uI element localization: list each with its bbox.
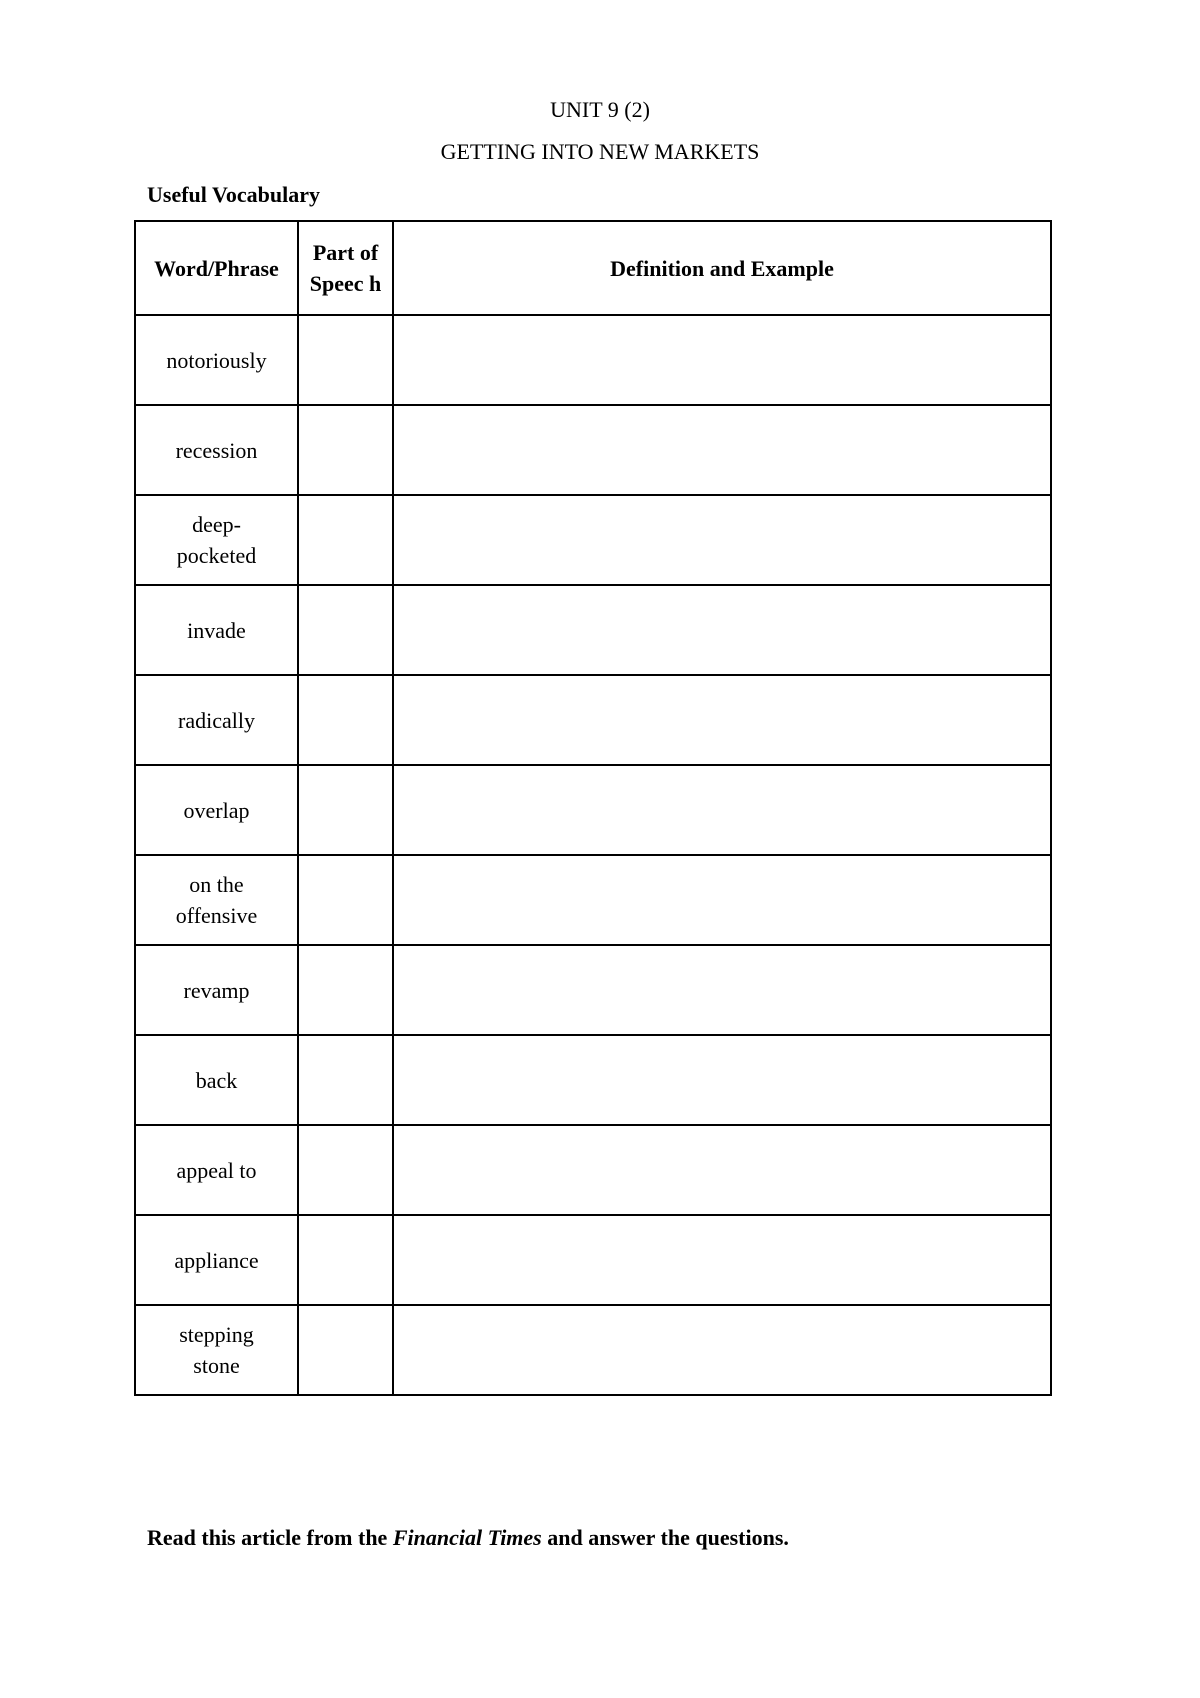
vocab-word-cell <box>135 675 298 765</box>
table-row <box>135 405 1051 495</box>
part-of-speech-cell[interactable] <box>298 855 393 945</box>
header-definition-example: Definition and Example <box>393 221 1051 315</box>
part-of-speech-cell[interactable] <box>298 405 393 495</box>
vocab-word-cell <box>135 495 298 585</box>
vocab-word: back <box>195 1067 238 1093</box>
vocab-word-cell <box>135 315 298 405</box>
table-row <box>135 1305 1051 1395</box>
vocab-word: appliance <box>174 1247 259 1273</box>
vocab-word-cell <box>135 765 298 855</box>
header-word-phrase: Word/Phrase <box>135 221 298 315</box>
vocab-word: appeal to <box>176 1157 257 1183</box>
vocab-word: radically <box>178 707 255 733</box>
vocab-word: stepping stone <box>179 1322 254 1378</box>
vocabulary-table <box>134 220 1052 1396</box>
table-row <box>135 855 1051 945</box>
table-row <box>135 1125 1051 1215</box>
vocab-word-cell <box>135 585 298 675</box>
vocab-word: notoriously <box>166 347 267 373</box>
header-part-of-speech <box>298 221 393 315</box>
definition-example-cell[interactable] <box>393 675 1051 765</box>
vocab-word-cell <box>135 945 298 1035</box>
table-row <box>135 315 1051 405</box>
header-part-of-speech-label: Part of Speec h <box>309 240 382 296</box>
definition-example-cell[interactable] <box>393 765 1051 855</box>
definition-example-cell[interactable] <box>393 1035 1051 1125</box>
table-row <box>135 765 1051 855</box>
table-row <box>135 675 1051 765</box>
part-of-speech-cell[interactable] <box>298 1035 393 1125</box>
definition-example-cell[interactable] <box>393 405 1051 495</box>
reading-instruction <box>147 1523 789 1553</box>
table-row <box>135 495 1051 585</box>
vocab-word-cell <box>135 1215 298 1305</box>
vocab-word-cell <box>135 405 298 495</box>
table-row <box>135 945 1051 1035</box>
section-heading: Useful Vocabulary <box>147 182 320 207</box>
definition-example-cell[interactable] <box>393 945 1051 1035</box>
vocab-word-cell <box>135 1035 298 1125</box>
unit-title: UNIT 9 (2) <box>550 97 650 122</box>
part-of-speech-cell[interactable] <box>298 945 393 1035</box>
instruction-prefix: Read this article from the <box>147 1525 393 1550</box>
instruction-source: Financial Times <box>392 1525 542 1550</box>
vocab-word: invade <box>187 617 246 643</box>
definition-example-cell[interactable] <box>393 315 1051 405</box>
unit-subtitle: GETTING INTO NEW MARKETS <box>440 139 760 164</box>
vocab-word-cell <box>135 1305 298 1395</box>
table-row <box>135 585 1051 675</box>
part-of-speech-cell[interactable] <box>298 765 393 855</box>
definition-example-cell[interactable] <box>393 495 1051 585</box>
part-of-speech-cell[interactable] <box>298 585 393 675</box>
vocab-word-cell <box>135 1125 298 1215</box>
definition-example-cell[interactable] <box>393 855 1051 945</box>
vocab-word: deep-pocketed <box>176 512 257 568</box>
part-of-speech-cell[interactable] <box>298 1215 393 1305</box>
vocab-word: overlap <box>183 797 250 823</box>
table-row <box>135 1215 1051 1305</box>
table-header-row <box>135 221 1051 315</box>
part-of-speech-cell[interactable] <box>298 1305 393 1395</box>
vocab-word-cell <box>135 855 298 945</box>
definition-example-cell[interactable] <box>393 1215 1051 1305</box>
instruction-suffix: and answer the questions. <box>541 1525 789 1550</box>
part-of-speech-cell[interactable] <box>298 1125 393 1215</box>
vocab-word: on the offensive <box>175 872 258 928</box>
definition-example-cell[interactable] <box>393 1305 1051 1395</box>
definition-example-cell[interactable] <box>393 1125 1051 1215</box>
table-row <box>135 1035 1051 1125</box>
definition-example-cell[interactable] <box>393 585 1051 675</box>
part-of-speech-cell[interactable] <box>298 315 393 405</box>
part-of-speech-cell[interactable] <box>298 675 393 765</box>
vocabulary-table-body <box>135 315 1051 1395</box>
vocab-word: revamp <box>183 977 250 1003</box>
part-of-speech-cell[interactable] <box>298 495 393 585</box>
vocab-word: recession <box>175 437 258 463</box>
